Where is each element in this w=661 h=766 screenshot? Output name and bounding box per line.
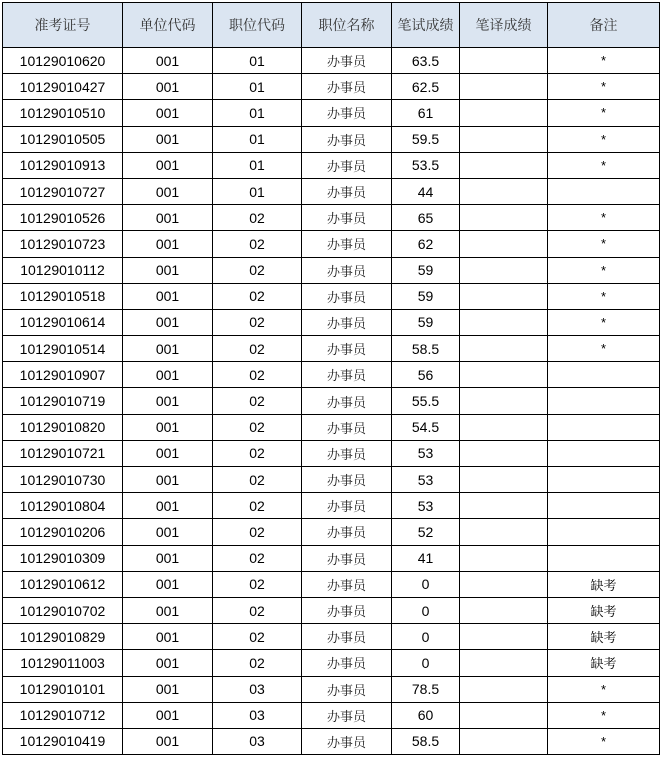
- translation-score-cell: [460, 178, 548, 204]
- position-name-cell: 办事员: [302, 388, 392, 414]
- position-name-cell: 办事员: [302, 178, 392, 204]
- header-remarks: 备注: [548, 3, 660, 48]
- position-name-cell: 办事员: [302, 74, 392, 100]
- position-name-cell: 办事员: [302, 571, 392, 597]
- remarks-cell: [548, 414, 660, 440]
- translation-score-cell: [460, 283, 548, 309]
- remarks-cell: *: [548, 48, 660, 74]
- translation-score-cell: [460, 650, 548, 676]
- position-name-cell: 办事员: [302, 152, 392, 178]
- remarks-cell: 缺考: [548, 624, 660, 650]
- position-name-cell: 办事员: [302, 362, 392, 388]
- translation-score-cell: [460, 309, 548, 335]
- position-name-cell: 办事员: [302, 257, 392, 283]
- unit-code-cell: 001: [123, 467, 213, 493]
- position-name-cell: 办事员: [302, 519, 392, 545]
- position-code-cell: 02: [213, 388, 302, 414]
- admission-no-cell: 10129010419: [3, 728, 123, 754]
- written-score-cell: 54.5: [392, 414, 460, 440]
- written-score-cell: 53: [392, 493, 460, 519]
- translation-score-cell: [460, 624, 548, 650]
- translation-score-cell: [460, 545, 548, 571]
- position-name-cell: 办事员: [302, 545, 392, 571]
- translation-score-cell: [460, 74, 548, 100]
- remarks-cell: *: [548, 126, 660, 152]
- position-code-cell: 02: [213, 519, 302, 545]
- table-row: [3, 728, 660, 754]
- admission-no-cell: 10129010427: [3, 74, 123, 100]
- header-admission-no: 准考证号: [3, 3, 123, 48]
- unit-code-cell: 001: [123, 702, 213, 728]
- admission-no-cell: 10129010913: [3, 152, 123, 178]
- table-row: [3, 440, 660, 466]
- admission-no-cell: 10129011003: [3, 650, 123, 676]
- header-position-code: 职位代码: [213, 3, 302, 48]
- header-row: [3, 3, 660, 48]
- unit-code-cell: 001: [123, 178, 213, 204]
- unit-code-cell: 001: [123, 597, 213, 623]
- position-name-cell: 办事员: [302, 676, 392, 702]
- position-name-cell: 办事员: [302, 493, 392, 519]
- unit-code-cell: 001: [123, 283, 213, 309]
- position-code-cell: 02: [213, 231, 302, 257]
- admission-no-cell: 10129010101: [3, 676, 123, 702]
- unit-code-cell: 001: [123, 519, 213, 545]
- written-score-cell: 59: [392, 283, 460, 309]
- written-score-cell: 53.5: [392, 152, 460, 178]
- table-row: [3, 74, 660, 100]
- translation-score-cell: [460, 257, 548, 283]
- remarks-cell: 缺考: [548, 597, 660, 623]
- written-score-cell: 0: [392, 597, 460, 623]
- table-row: [3, 545, 660, 571]
- written-score-cell: 52: [392, 519, 460, 545]
- written-score-cell: 44: [392, 178, 460, 204]
- remarks-cell: *: [548, 309, 660, 335]
- admission-no-cell: 10129010514: [3, 336, 123, 362]
- unit-code-cell: 001: [123, 624, 213, 650]
- written-score-cell: 0: [392, 571, 460, 597]
- remarks-cell: *: [548, 74, 660, 100]
- remarks-cell: [548, 545, 660, 571]
- header-unit-code: 单位代码: [123, 3, 213, 48]
- remarks-cell: [548, 388, 660, 414]
- position-code-cell: 01: [213, 48, 302, 74]
- admission-no-cell: 10129010620: [3, 48, 123, 74]
- admission-no-cell: 10129010614: [3, 309, 123, 335]
- score-table: [2, 2, 660, 755]
- admission-no-cell: 10129010510: [3, 100, 123, 126]
- unit-code-cell: 001: [123, 545, 213, 571]
- translation-score-cell: [460, 126, 548, 152]
- position-code-cell: 02: [213, 362, 302, 388]
- remarks-cell: *: [548, 205, 660, 231]
- remarks-cell: *: [548, 676, 660, 702]
- position-code-cell: 02: [213, 205, 302, 231]
- table-row: [3, 336, 660, 362]
- admission-no-cell: 10129010829: [3, 624, 123, 650]
- written-score-cell: 58.5: [392, 336, 460, 362]
- position-code-cell: 02: [213, 467, 302, 493]
- position-code-cell: 02: [213, 545, 302, 571]
- admission-no-cell: 10129010112: [3, 257, 123, 283]
- admission-no-cell: 10129010206: [3, 519, 123, 545]
- table-row: [3, 257, 660, 283]
- position-name-cell: 办事员: [302, 702, 392, 728]
- remarks-cell: *: [548, 231, 660, 257]
- position-code-cell: 02: [213, 440, 302, 466]
- remarks-cell: *: [548, 283, 660, 309]
- admission-no-cell: 10129010526: [3, 205, 123, 231]
- translation-score-cell: [460, 440, 548, 466]
- translation-score-cell: [460, 676, 548, 702]
- admission-no-cell: 10129010907: [3, 362, 123, 388]
- position-name-cell: 办事员: [302, 126, 392, 152]
- unit-code-cell: 001: [123, 100, 213, 126]
- translation-score-cell: [460, 702, 548, 728]
- remarks-cell: [548, 493, 660, 519]
- admission-no-cell: 10129010612: [3, 571, 123, 597]
- position-code-cell: 02: [213, 571, 302, 597]
- position-code-cell: 01: [213, 74, 302, 100]
- position-code-cell: 01: [213, 126, 302, 152]
- translation-score-cell: [460, 152, 548, 178]
- table-row: [3, 571, 660, 597]
- written-score-cell: 53: [392, 440, 460, 466]
- position-name-cell: 办事员: [302, 231, 392, 257]
- position-code-cell: 02: [213, 624, 302, 650]
- unit-code-cell: 001: [123, 336, 213, 362]
- unit-code-cell: 001: [123, 650, 213, 676]
- translation-score-cell: [460, 493, 548, 519]
- translation-score-cell: [460, 205, 548, 231]
- admission-no-cell: 10129010820: [3, 414, 123, 440]
- admission-no-cell: 10129010721: [3, 440, 123, 466]
- admission-no-cell: 10129010730: [3, 467, 123, 493]
- unit-code-cell: 001: [123, 74, 213, 100]
- header-position-name: 职位名称: [302, 3, 392, 48]
- admission-no-cell: 10129010309: [3, 545, 123, 571]
- unit-code-cell: 001: [123, 388, 213, 414]
- table-row: [3, 231, 660, 257]
- translation-score-cell: [460, 519, 548, 545]
- remarks-cell: 缺考: [548, 650, 660, 676]
- position-name-cell: 办事员: [302, 728, 392, 754]
- unit-code-cell: 001: [123, 493, 213, 519]
- table-row: [3, 519, 660, 545]
- table-row: [3, 205, 660, 231]
- remarks-cell: [548, 440, 660, 466]
- remarks-cell: *: [548, 702, 660, 728]
- position-code-cell: 02: [213, 309, 302, 335]
- position-code-cell: 02: [213, 597, 302, 623]
- position-code-cell: 02: [213, 650, 302, 676]
- table-row: [3, 676, 660, 702]
- table-row: [3, 597, 660, 623]
- position-name-cell: 办事员: [302, 467, 392, 493]
- position-name-cell: 办事员: [302, 597, 392, 623]
- remarks-cell: [548, 467, 660, 493]
- table-row: [3, 414, 660, 440]
- header-translation-score: 笔译成绩: [460, 3, 548, 48]
- position-code-cell: 02: [213, 493, 302, 519]
- remarks-cell: 缺考: [548, 571, 660, 597]
- admission-no-cell: 10129010727: [3, 178, 123, 204]
- admission-no-cell: 10129010702: [3, 597, 123, 623]
- remarks-cell: *: [548, 100, 660, 126]
- position-name-cell: 办事员: [302, 650, 392, 676]
- table-row: [3, 48, 660, 74]
- remarks-cell: [548, 178, 660, 204]
- table-row: [3, 126, 660, 152]
- table-row: [3, 309, 660, 335]
- table-row: [3, 178, 660, 204]
- written-score-cell: 56: [392, 362, 460, 388]
- translation-score-cell: [460, 728, 548, 754]
- translation-score-cell: [460, 414, 548, 440]
- remarks-cell: *: [548, 257, 660, 283]
- position-name-cell: 办事员: [302, 205, 392, 231]
- written-score-cell: 78.5: [392, 676, 460, 702]
- written-score-cell: 41: [392, 545, 460, 571]
- position-code-cell: 02: [213, 283, 302, 309]
- written-score-cell: 59: [392, 309, 460, 335]
- table-row: [3, 493, 660, 519]
- table-row: [3, 702, 660, 728]
- written-score-cell: 59: [392, 257, 460, 283]
- admission-no-cell: 10129010719: [3, 388, 123, 414]
- translation-score-cell: [460, 597, 548, 623]
- admission-no-cell: 10129010712: [3, 702, 123, 728]
- position-code-cell: 03: [213, 728, 302, 754]
- remarks-cell: *: [548, 152, 660, 178]
- unit-code-cell: 001: [123, 676, 213, 702]
- written-score-cell: 61: [392, 100, 460, 126]
- unit-code-cell: 001: [123, 362, 213, 388]
- unit-code-cell: 001: [123, 571, 213, 597]
- position-name-cell: 办事员: [302, 624, 392, 650]
- translation-score-cell: [460, 571, 548, 597]
- written-score-cell: 0: [392, 624, 460, 650]
- position-code-cell: 03: [213, 702, 302, 728]
- position-name-cell: 办事员: [302, 100, 392, 126]
- header-written-score: 笔试成绩: [392, 3, 460, 48]
- unit-code-cell: 001: [123, 48, 213, 74]
- table-row: [3, 283, 660, 309]
- unit-code-cell: 001: [123, 205, 213, 231]
- position-code-cell: 01: [213, 152, 302, 178]
- remarks-cell: [548, 362, 660, 388]
- written-score-cell: 60: [392, 702, 460, 728]
- table-row: [3, 467, 660, 493]
- written-score-cell: 53: [392, 467, 460, 493]
- unit-code-cell: 001: [123, 152, 213, 178]
- written-score-cell: 63.5: [392, 48, 460, 74]
- written-score-cell: 65: [392, 205, 460, 231]
- admission-no-cell: 10129010505: [3, 126, 123, 152]
- remarks-cell: *: [548, 336, 660, 362]
- position-name-cell: 办事员: [302, 48, 392, 74]
- unit-code-cell: 001: [123, 231, 213, 257]
- unit-code-cell: 001: [123, 440, 213, 466]
- table-row: [3, 362, 660, 388]
- position-code-cell: 02: [213, 414, 302, 440]
- unit-code-cell: 001: [123, 126, 213, 152]
- remarks-cell: [548, 519, 660, 545]
- table-row: [3, 650, 660, 676]
- table-row: [3, 152, 660, 178]
- admission-no-cell: 10129010518: [3, 283, 123, 309]
- unit-code-cell: 001: [123, 309, 213, 335]
- admission-no-cell: 10129010723: [3, 231, 123, 257]
- translation-score-cell: [460, 231, 548, 257]
- written-score-cell: 62: [392, 231, 460, 257]
- table-row: [3, 100, 660, 126]
- unit-code-cell: 001: [123, 257, 213, 283]
- written-score-cell: 62.5: [392, 74, 460, 100]
- position-code-cell: 03: [213, 676, 302, 702]
- unit-code-cell: 001: [123, 414, 213, 440]
- translation-score-cell: [460, 467, 548, 493]
- translation-score-cell: [460, 100, 548, 126]
- table-row: [3, 388, 660, 414]
- translation-score-cell: [460, 362, 548, 388]
- position-code-cell: 01: [213, 100, 302, 126]
- written-score-cell: 0: [392, 650, 460, 676]
- translation-score-cell: [460, 48, 548, 74]
- translation-score-cell: [460, 336, 548, 362]
- position-name-cell: 办事员: [302, 336, 392, 362]
- position-name-cell: 办事员: [302, 309, 392, 335]
- admission-no-cell: 10129010804: [3, 493, 123, 519]
- translation-score-cell: [460, 388, 548, 414]
- position-name-cell: 办事员: [302, 283, 392, 309]
- unit-code-cell: 001: [123, 728, 213, 754]
- position-name-cell: 办事员: [302, 414, 392, 440]
- position-name-cell: 办事员: [302, 440, 392, 466]
- remarks-cell: *: [548, 728, 660, 754]
- table-row: [3, 624, 660, 650]
- written-score-cell: 58.5: [392, 728, 460, 754]
- written-score-cell: 55.5: [392, 388, 460, 414]
- position-code-cell: 01: [213, 178, 302, 204]
- position-code-cell: 02: [213, 257, 302, 283]
- written-score-cell: 59.5: [392, 126, 460, 152]
- position-code-cell: 02: [213, 336, 302, 362]
